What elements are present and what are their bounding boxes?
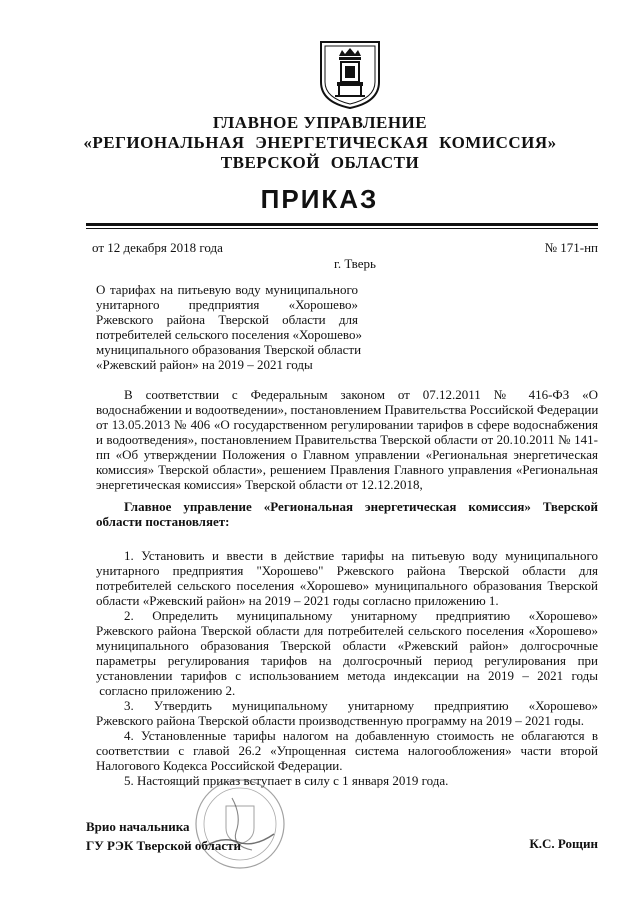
item-line: потребителей сельского поселения «Хорошево» муниципального образования Тверской — [96, 578, 598, 593]
document-date: от 12 декабря 2018 года — [92, 240, 223, 255]
item-line: согласно приложению 2. — [96, 683, 236, 698]
preamble-line: и водоотведения», постановлением Правительства Тверской области от 20.10.2011 № 141- — [96, 432, 598, 447]
subject-line: «Ржевский район» на 2019 – 2021 годы — [96, 357, 313, 372]
item-line: Налогового Кодекса Российской Федерации. — [96, 758, 343, 773]
item-line: Ржевского района Тверской области для потребителей сельского поселения «Хорошево» — [96, 623, 598, 638]
org-name-line1: ГЛАВНОЕ УПРАВЛЕНИЕ — [212, 113, 428, 132]
header-divider-thin — [86, 228, 598, 229]
preamble-line: В соответствии с Федеральным законом от 07.12.2011 № 416-ФЗ «О — [124, 387, 598, 402]
item-line: 1. Установить и ввести в действие тарифы на питьевую воду муниципального — [124, 548, 598, 563]
item-line: 2. Определить муниципальному унитарному предприятию «Хорошево» — [124, 608, 598, 623]
subject-line: унитарного предприятия «Хорошево» — [96, 297, 358, 312]
document-city: г. Тверь — [334, 256, 376, 271]
document-subject — [96, 282, 362, 372]
decree-heading — [96, 499, 598, 529]
org-name-line3: ТВЕРСКОЙ ОБЛАСТИ — [220, 153, 420, 172]
preamble-paragraph — [96, 387, 598, 492]
item-line: муниципального образования Тверской области «Ржевский район» долгосрочные — [96, 638, 598, 653]
header-divider-thick — [86, 223, 598, 226]
signatory-position-line1: Врио начальника — [86, 819, 190, 834]
coat-of-arms-icon — [317, 38, 383, 110]
preamble-line: энергетическая комиссия» Тверской области от 12.12.2018, — [96, 477, 423, 492]
preamble-line: комиссия» Тверской области», решением Правления Главного управления «Региональная — [96, 462, 598, 477]
document-number: № 171-нп — [544, 240, 598, 255]
item-line: унитарного предприятия "Хорошево" Ржевского района Тверской области для — [96, 563, 598, 578]
org-name-line2: «РЕГИОНАЛЬНАЯ ЭНЕРГЕТИЧЕСКАЯ КОМИССИЯ» — [83, 133, 557, 152]
subject-line: потребителей сельского поселения «Хорошево» — [96, 327, 362, 342]
item-line: области «Ржевский район» на 2019 – 2021 годы согласно приложению 1. — [96, 593, 499, 608]
decree-line: Главное управление «Региональная энергетическая комиссия» Тверской — [124, 499, 598, 514]
subject-line: муниципального образования Тверской области — [96, 342, 362, 357]
signatory-position — [86, 817, 241, 855]
document-title: ПРИКАЗ — [260, 184, 379, 214]
subject-line: Ржевского района Тверской области для — [96, 312, 358, 327]
item-line: Ржевского района Тверской области производственную программу на 2019 – 2021 годы. — [96, 713, 584, 728]
item-line: 5. Настоящий приказ вступает в силу с 1 января 2019 года. — [124, 773, 449, 788]
item-line: 4. Установленные тарифы налогом на добавленную стоимость не облагаются в — [124, 728, 598, 743]
signatory-name: К.С. Рощин — [529, 836, 598, 851]
decree-line: области постановляет: — [96, 514, 230, 529]
subject-line: О тарифах на питьевую воду муниципального — [96, 282, 358, 297]
item-line: соответствии с главой 26.2 «Упрощенная система налогообложения» части второй — [96, 743, 598, 758]
preamble-line: водоснабжении и водоотведении», постановлением Правительства Российской Федерации — [96, 402, 599, 417]
order-items — [96, 548, 598, 788]
item-line: установлении тарифов с использованием метода индексации на 2019 – 2021 годы — [96, 668, 598, 683]
preamble-line: от 13.05.2013 № 406 «О государственном регулировании тарифов в сфере водоснабжения — [96, 417, 598, 432]
item-line: параметры регулирования тарифов на долгосрочный период регулирования при — [96, 653, 598, 668]
preamble-line: пп «Об утверждении Положения о Главном управлении «Региональная энергетическая — [96, 447, 598, 462]
signatory-position-line2: ГУ РЭК Тверской области — [86, 838, 241, 853]
item-line: 3. Утвердить муниципальному унитарному предприятию «Хорошево» — [124, 698, 598, 713]
